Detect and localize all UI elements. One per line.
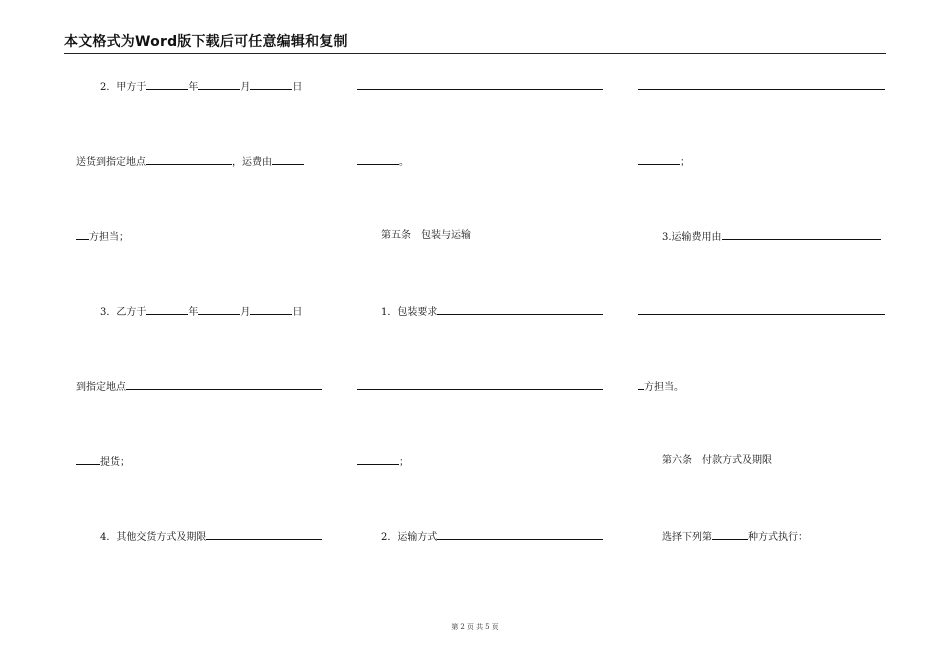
month-label: 月 [240, 82, 251, 93]
other-delivery-line [76, 528, 322, 544]
freight-by-label: ，运费由 [232, 157, 272, 168]
header-title: 本文格式为Word版下载后可任意编辑和复制 [64, 34, 348, 50]
semicolon-line [357, 453, 603, 469]
semicolon-line [638, 153, 885, 169]
page-current: 2 [460, 623, 465, 631]
delivery-location-line [76, 153, 322, 169]
blank-year[interactable] [146, 303, 188, 315]
blank-bear-party[interactable] [76, 228, 89, 240]
year-label: 年 [188, 307, 199, 318]
blank-other-delivery[interactable] [206, 528, 322, 540]
blank-rule[interactable] [638, 89, 885, 90]
payment-option-label: 选择下列第 [662, 532, 712, 543]
pickup-location-line [76, 378, 322, 394]
pickup-location-label: 到指定地点 [76, 382, 126, 393]
blank-day[interactable] [250, 78, 292, 90]
blank-rule[interactable] [357, 389, 603, 390]
clause-2-label: 2．甲方于 [100, 82, 147, 93]
transport-cost-line [638, 228, 885, 244]
blank-year[interactable] [146, 78, 188, 90]
semicolon-mark: ； [680, 157, 690, 168]
payment-option-line [638, 528, 885, 544]
semicolon-mark: ； [399, 457, 409, 468]
period-mark: 。 [399, 157, 409, 168]
blank-rule[interactable] [638, 314, 885, 315]
transport-method-line [357, 528, 603, 544]
bear-line [638, 378, 885, 394]
packaging-label: 1．包装要求 [381, 307, 438, 318]
packaging-line [357, 303, 603, 319]
blank-pickup-party[interactable] [76, 453, 100, 465]
column-3 [638, 0, 885, 672]
pickup-label: 提货； [100, 457, 130, 468]
blank-month[interactable] [198, 303, 240, 315]
page-label-prefix: 第 [451, 623, 459, 631]
blank-transport-method[interactable] [437, 528, 603, 540]
month-label: 月 [240, 307, 251, 318]
blank-continued[interactable] [638, 153, 680, 165]
clause-3-label: 3．乙方于 [100, 307, 147, 318]
page-label-mid: 页 共 [466, 623, 484, 631]
day-label: 日 [292, 307, 303, 318]
delivery-location-label: 送货到指定地点 [76, 157, 146, 168]
other-delivery-label: 4．其他交货方式及期限 [100, 532, 207, 543]
blank-packaging[interactable] [437, 303, 603, 315]
article-5-heading [357, 228, 603, 244]
column-2 [357, 0, 603, 672]
payment-option-suffix: 种方式执行： [748, 532, 808, 543]
blank-delivery-location[interactable] [146, 153, 232, 165]
article-6-heading [638, 453, 885, 469]
delivery-date-seller-line [76, 78, 322, 94]
year-label: 年 [188, 82, 199, 93]
pickup-line [76, 453, 322, 469]
blank-payment-option[interactable] [712, 528, 748, 540]
freight-bear-line [76, 228, 322, 244]
blank-transport-cost[interactable] [722, 228, 881, 240]
page-footer [0, 622, 950, 632]
page-label-suffix: 页 [491, 623, 499, 631]
blank-rule[interactable] [357, 89, 603, 90]
transport-cost-label: 3.运输费用由 [662, 232, 722, 243]
day-label: 日 [292, 82, 303, 93]
bear-label: 方担当； [89, 232, 129, 243]
article-6-title: 第六条 付款方式及期限 [662, 455, 772, 466]
article-5-title: 第五条 包装与运输 [381, 230, 471, 241]
bear-label: 方担当。 [644, 382, 684, 393]
transport-method-label: 2．运输方式 [381, 532, 438, 543]
blank-continued[interactable] [357, 453, 399, 465]
blank-pickup-location[interactable] [126, 378, 322, 390]
blank-day[interactable] [250, 303, 292, 315]
column-1 [76, 0, 322, 672]
blank-continued[interactable] [357, 153, 399, 165]
page-total: 5 [485, 623, 490, 631]
delivery-date-buyer-line [76, 303, 322, 319]
blank-freight-party[interactable] [272, 153, 304, 165]
period-line [357, 153, 603, 169]
blank-month[interactable] [198, 78, 240, 90]
